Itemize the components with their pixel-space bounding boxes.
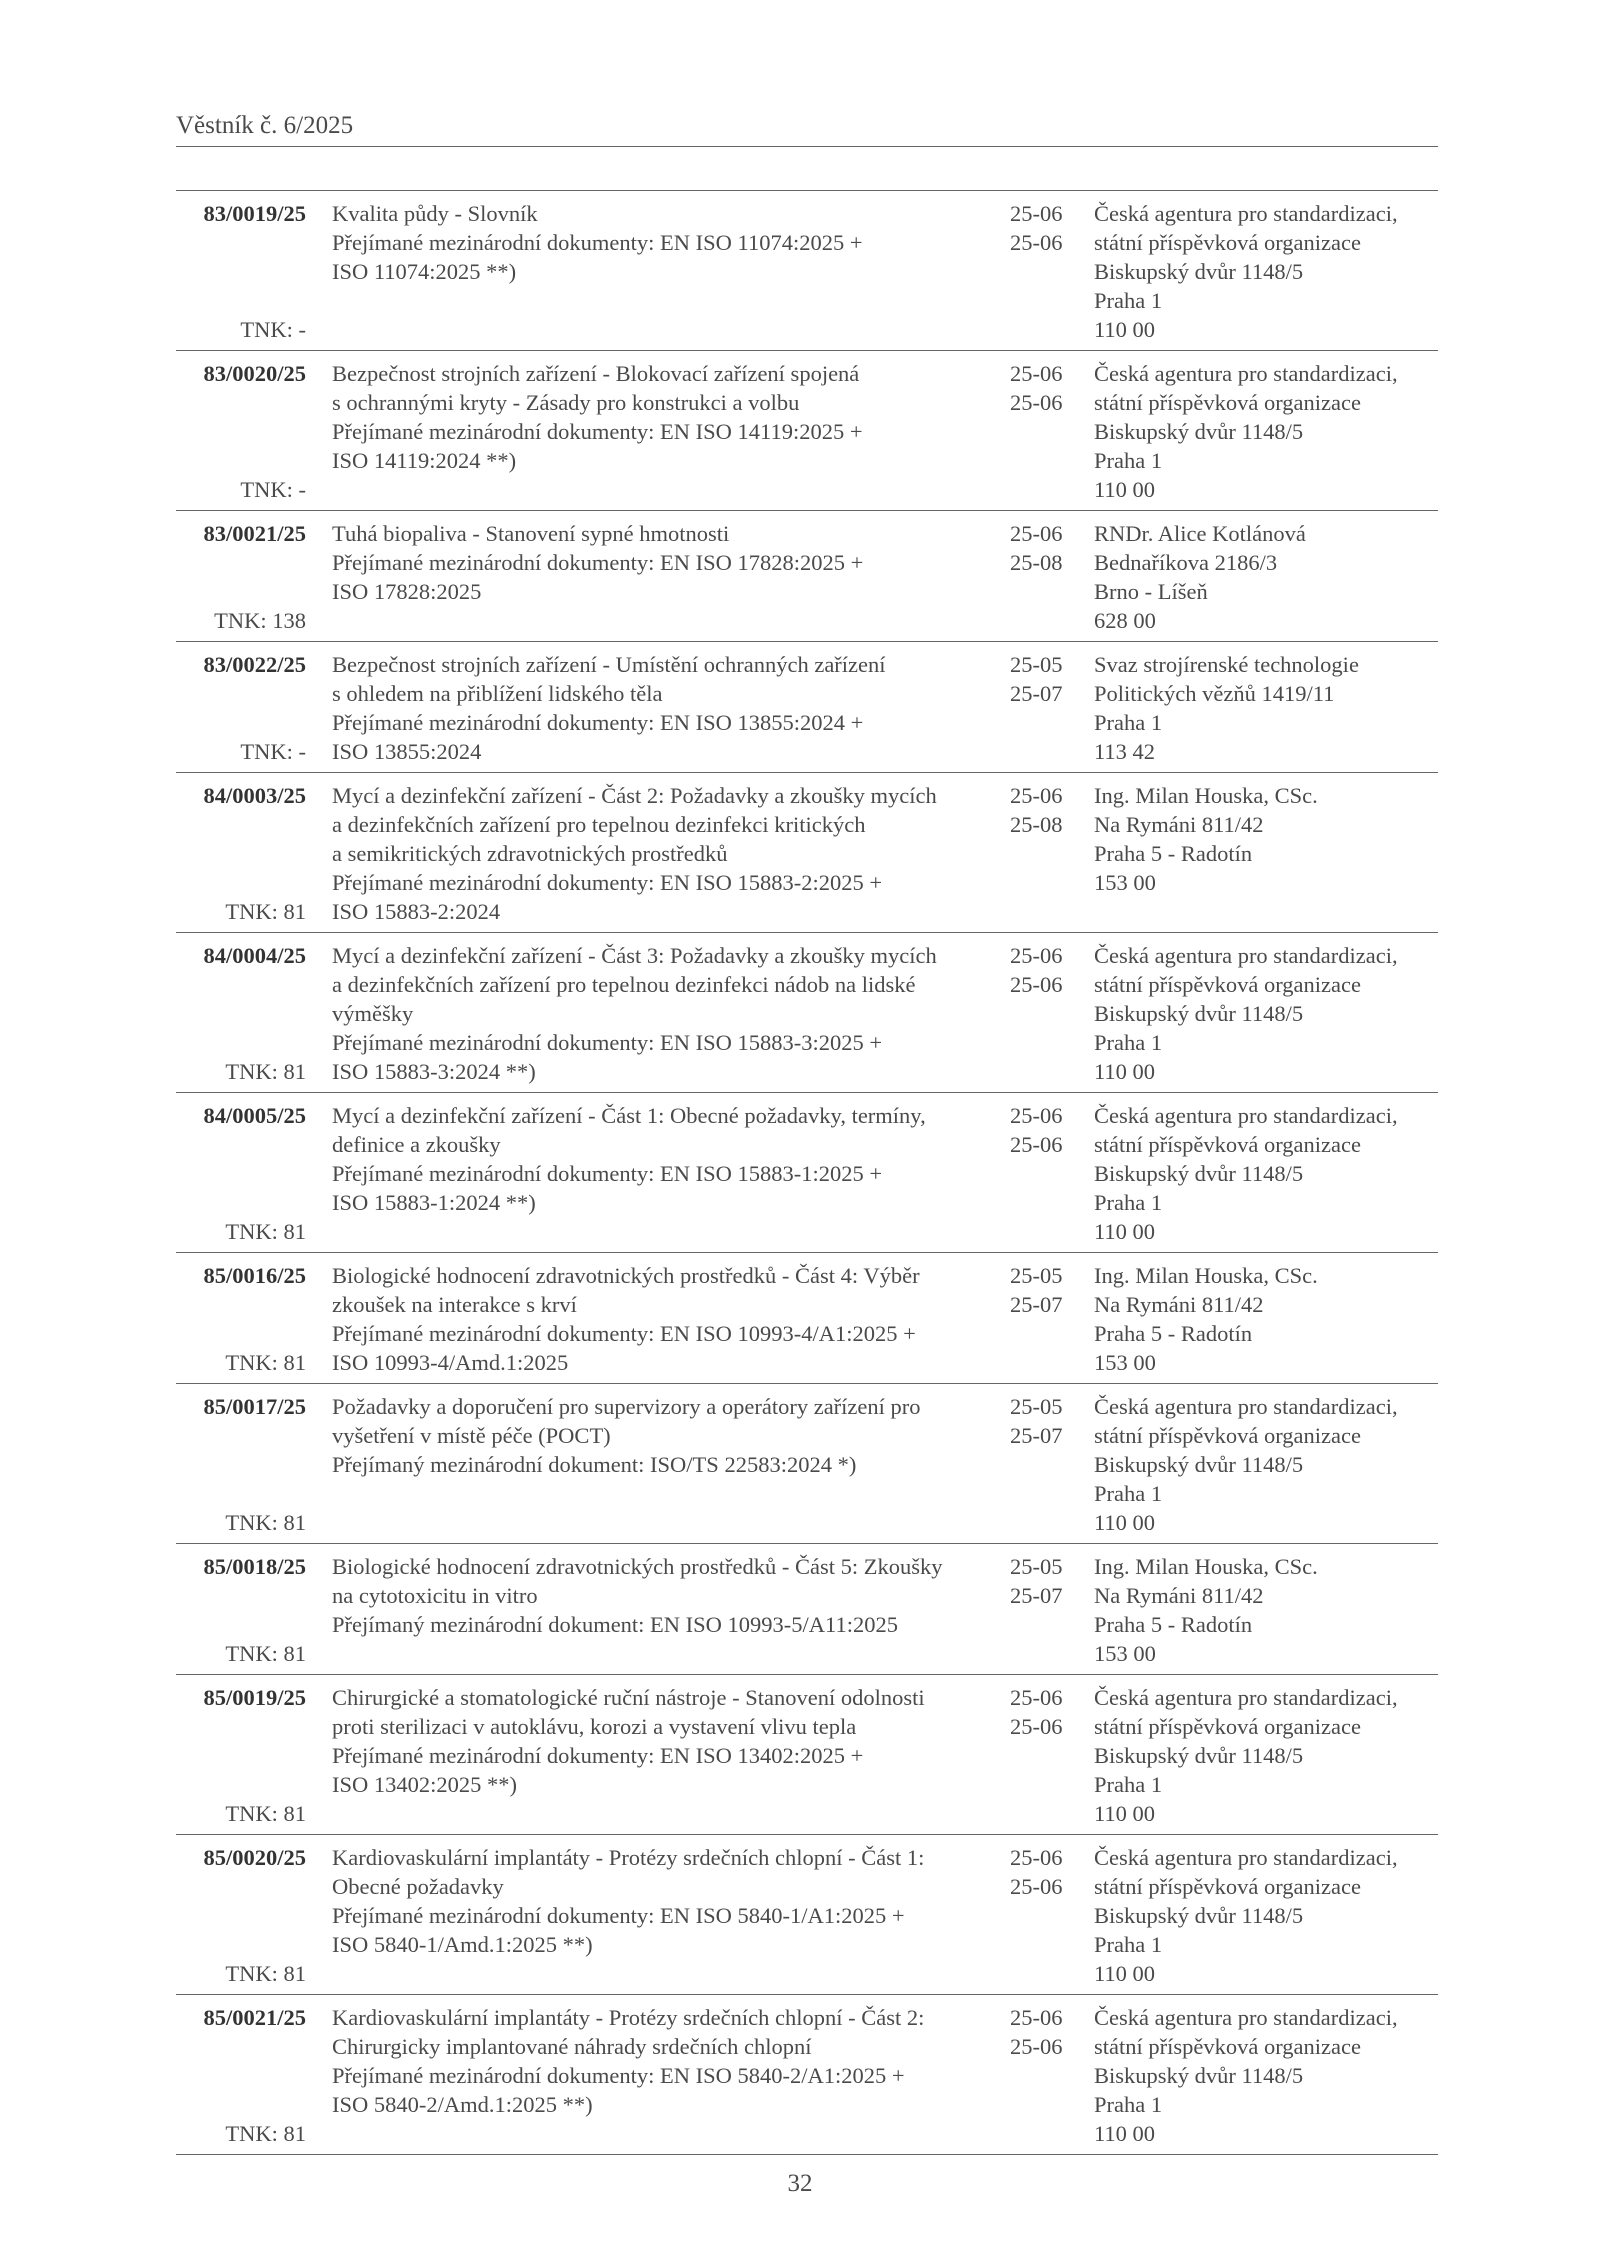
record-title-cell [332, 359, 1006, 504]
contact-line: Na Rymáni 811/42 [1094, 1583, 1264, 1608]
record-dates-cell [1010, 1683, 1070, 1828]
tnk-label: TNK: 81 [225, 1350, 306, 1375]
contact-line: Biskupský dvůr 1148/5 [1094, 419, 1304, 444]
record-id-cell [176, 199, 306, 344]
record-dates-cell [1010, 781, 1070, 926]
table-row [176, 1384, 1438, 1544]
tnk-label: TNK: 81 [225, 1801, 306, 1826]
date-value: 25-06 [1010, 1714, 1063, 1739]
contact-line: Česká agentura pro standardizaci, [1094, 201, 1398, 226]
tnk-label: TNK: 81 [225, 1219, 306, 1244]
record-contact-cell [1094, 1843, 1438, 1988]
date-value: 25-07 [1010, 1423, 1063, 1448]
table-row [176, 1544, 1438, 1675]
tnk-label: TNK: - [240, 317, 306, 342]
record-code: 83/0019/25 [203, 201, 306, 226]
record-title-cell [332, 941, 1006, 1086]
record-contact-cell [1094, 650, 1438, 766]
contact-line: Praha 1 [1094, 710, 1163, 735]
record-contact-cell [1094, 1683, 1438, 1828]
title-line: na cytotoxicitu in vitro [332, 1583, 538, 1608]
title-line: Mycí a dezinfekční zařízení - Část 1: Obecné požadavky, termíny, [332, 1103, 926, 1128]
journal-title: Věstník č. 6/2025 [176, 112, 354, 139]
record-dates-cell [1010, 519, 1070, 635]
contact-line: Praha 1 [1094, 1772, 1163, 1797]
contact-line: Praha 1 [1094, 1481, 1163, 1506]
record-code: 85/0018/25 [203, 1554, 306, 1579]
contact-line: Biskupský dvůr 1148/5 [1094, 1743, 1304, 1768]
title-line: s ohledem na přiblížení lidského těla [332, 681, 663, 706]
record-contact-cell [1094, 359, 1438, 504]
row-content [176, 2003, 1438, 2148]
record-id-cell [176, 1261, 306, 1377]
contact-line: Praha 5 - Radotín [1094, 841, 1253, 866]
contact-line: státní příspěvková organizace [1094, 230, 1361, 255]
record-code: 84/0003/25 [203, 783, 306, 808]
row-content [176, 519, 1438, 635]
record-code: 84/0004/25 [203, 943, 306, 968]
record-id-cell [176, 2003, 306, 2148]
record-dates-cell [1010, 1261, 1070, 1377]
date-value: 25-06 [1010, 201, 1063, 226]
record-title-cell [332, 1392, 1006, 1537]
contact-line: 110 00 [1094, 1510, 1156, 1535]
record-id-cell [176, 1843, 306, 1988]
title-line: Kvalita půdy - Slovník [332, 201, 538, 226]
title-line: Přejímané mezinárodní dokumenty: EN ISO 15883-3:2025 + [332, 1030, 883, 1055]
contact-line: 153 00 [1094, 1641, 1156, 1666]
title-line: Biologické hodnocení zdravotnických prostředků - Část 4: Výběr [332, 1263, 920, 1288]
standards-table [176, 190, 1438, 2155]
date-value: 25-07 [1010, 681, 1063, 706]
date-value: 25-07 [1010, 1583, 1063, 1608]
title-line: ISO 17828:2025 [332, 579, 482, 604]
table-row [176, 1093, 1438, 1253]
date-value: 25-08 [1010, 812, 1063, 837]
contact-line: Na Rymáni 811/42 [1094, 1292, 1264, 1317]
title-line: výměšky [332, 1001, 414, 1026]
record-dates-cell [1010, 1101, 1070, 1246]
record-code: 85/0020/25 [203, 1845, 306, 1870]
record-title-cell [332, 519, 1006, 635]
contact-line: Politických vězňů 1419/11 [1094, 681, 1335, 706]
tnk-label: TNK: - [240, 739, 306, 764]
contact-line: Praha 5 - Radotín [1094, 1612, 1253, 1637]
contact-line: 628 00 [1094, 608, 1156, 633]
table-row [176, 1675, 1438, 1835]
date-value: 25-06 [1010, 230, 1063, 255]
table-row [176, 191, 1438, 351]
tnk-label: TNK: 138 [214, 608, 306, 633]
tnk-label: TNK: 81 [225, 899, 306, 924]
date-value: 25-06 [1010, 1103, 1063, 1128]
record-id-cell [176, 1392, 306, 1537]
record-code: 85/0019/25 [203, 1685, 306, 1710]
contact-line: 110 00 [1094, 1059, 1156, 1084]
record-id-cell [176, 941, 306, 1086]
title-line: ISO 5840-2/Amd.1:2025 **) [332, 2092, 593, 2117]
contact-line: státní příspěvková organizace [1094, 1423, 1361, 1448]
title-line: Mycí a dezinfekční zařízení - Část 3: Požadavky a zkoušky mycích [332, 943, 937, 968]
contact-line: Biskupský dvůr 1148/5 [1094, 1903, 1304, 1928]
title-line: Přejímané mezinárodní dokumenty: EN ISO 13855:2024 + [332, 710, 864, 735]
record-contact-cell [1094, 941, 1438, 1086]
record-code: 83/0022/25 [203, 652, 306, 677]
row-content [176, 941, 1438, 1086]
contact-line: státní příspěvková organizace [1094, 1132, 1361, 1157]
table-row [176, 1995, 1438, 2155]
contact-line: Svaz strojírenské technologie [1094, 652, 1359, 677]
date-value: 25-08 [1010, 550, 1063, 575]
record-contact-cell [1094, 2003, 1438, 2148]
title-line: Požadavky a doporučení pro supervizory a operátory zařízení pro [332, 1394, 921, 1419]
contact-line: Brno - Líšeň [1094, 579, 1208, 604]
row-content [176, 650, 1438, 766]
date-value: 25-06 [1010, 783, 1063, 808]
title-line: Přejímané mezinárodní dokumenty: EN ISO 17828:2025 + [332, 550, 864, 575]
record-id-cell [176, 781, 306, 926]
contact-line: státní příspěvková organizace [1094, 2034, 1361, 2059]
record-contact-cell [1094, 1392, 1438, 1537]
date-value: 25-06 [1010, 2034, 1063, 2059]
row-content [176, 1261, 1438, 1377]
contact-line: Česká agentura pro standardizaci, [1094, 1685, 1398, 1710]
record-id-cell [176, 519, 306, 635]
contact-line: Česká agentura pro standardizaci, [1094, 1103, 1398, 1128]
record-code: 83/0021/25 [203, 521, 306, 546]
title-line: Chirurgicky implantované náhrady srdečních chlopní [332, 2034, 812, 2059]
date-value: 25-05 [1010, 1554, 1063, 1579]
title-line: ISO 15883-2:2024 [332, 899, 501, 924]
date-value: 25-06 [1010, 1685, 1063, 1710]
table-row [176, 511, 1438, 642]
record-title-cell [332, 1843, 1006, 1988]
record-dates-cell [1010, 359, 1070, 504]
record-title-cell [332, 1261, 1006, 1377]
contact-line: Česká agentura pro standardizaci, [1094, 2005, 1398, 2030]
contact-line: Praha 1 [1094, 1030, 1163, 1055]
title-line: ISO 5840-1/Amd.1:2025 **) [332, 1932, 593, 1957]
contact-line: 153 00 [1094, 870, 1156, 895]
date-value: 25-06 [1010, 2005, 1063, 2030]
record-dates-cell [1010, 1843, 1070, 1988]
date-value: 25-06 [1010, 361, 1063, 386]
record-id-cell [176, 650, 306, 766]
contact-line: Biskupský dvůr 1148/5 [1094, 1161, 1304, 1186]
record-contact-cell [1094, 199, 1438, 344]
contact-line: státní příspěvková organizace [1094, 972, 1361, 997]
date-value: 25-06 [1010, 972, 1063, 997]
table-row [176, 351, 1438, 511]
title-line: Chirurgické a stomatologické ruční nástroje - Stanovení odolnosti [332, 1685, 925, 1710]
contact-line: Ing. Milan Houska, CSc. [1094, 1554, 1318, 1579]
title-line: a semikritických zdravotnických prostředků [332, 841, 728, 866]
title-line: Obecné požadavky [332, 1874, 504, 1899]
contact-line: Biskupský dvůr 1148/5 [1094, 2063, 1304, 2088]
row-content [176, 1843, 1438, 1988]
title-line: s ochrannými kryty - Zásady pro konstrukci a volbu [332, 390, 800, 415]
date-value: 25-05 [1010, 1394, 1063, 1419]
row-content [176, 199, 1438, 344]
contact-line: Česká agentura pro standardizaci, [1094, 1845, 1398, 1870]
record-title-cell [332, 1101, 1006, 1246]
contact-line: 110 00 [1094, 1219, 1156, 1244]
tnk-label: TNK: - [240, 477, 306, 502]
tnk-label: TNK: 81 [225, 1510, 306, 1535]
page-number: 32 [787, 2170, 813, 2197]
contact-line: Česká agentura pro standardizaci, [1094, 943, 1398, 968]
row-content [176, 781, 1438, 926]
record-title-cell [332, 2003, 1006, 2148]
title-line: ISO 14119:2024 **) [332, 448, 517, 473]
title-line: Přejímané mezinárodní dokumenty: EN ISO 15883-1:2025 + [332, 1161, 883, 1186]
title-line: Tuhá biopaliva - Stanovení sypné hmotnosti [332, 521, 730, 546]
contact-line: Praha 1 [1094, 288, 1163, 313]
row-content [176, 1683, 1438, 1828]
record-title-cell [332, 1683, 1006, 1828]
title-line: Mycí a dezinfekční zařízení - Část 2: Požadavky a zkoušky mycích [332, 783, 937, 808]
title-line: Přejímaný mezinárodní dokument: ISO/TS 22583:2024 *) [332, 1452, 857, 1477]
record-contact-cell [1094, 1101, 1438, 1246]
contact-line: státní příspěvková organizace [1094, 390, 1361, 415]
title-line: zkoušek na interakce s krví [332, 1292, 577, 1317]
contact-line: státní příspěvková organizace [1094, 1714, 1361, 1739]
title-line: Bezpečnost strojních zařízení - Umístění ochranných zařízení [332, 652, 886, 677]
contact-line: Biskupský dvůr 1148/5 [1094, 1001, 1304, 1026]
title-line: proti sterilizaci v autoklávu, korozi a vystavení vlivu tepla [332, 1714, 857, 1739]
record-contact-cell [1094, 1261, 1438, 1377]
tnk-label: TNK: 81 [225, 2121, 306, 2146]
row-content [176, 1392, 1438, 1537]
contact-line: Ing. Milan Houska, CSc. [1094, 1263, 1318, 1288]
tnk-label: TNK: 81 [225, 1059, 306, 1084]
record-code: 84/0005/25 [203, 1103, 306, 1128]
record-contact-cell [1094, 781, 1438, 926]
date-value: 25-06 [1010, 1845, 1063, 1870]
table-row [176, 773, 1438, 933]
title-line: Kardiovaskulární implantáty - Protézy srdečních chlopní - Část 1: [332, 1845, 925, 1870]
record-dates-cell [1010, 199, 1070, 344]
contact-line: Praha 1 [1094, 448, 1163, 473]
record-dates-cell [1010, 941, 1070, 1086]
title-line: vyšetření v místě péče (POCT) [332, 1423, 611, 1448]
contact-line: Biskupský dvůr 1148/5 [1094, 259, 1304, 284]
record-contact-cell [1094, 519, 1438, 635]
contact-line: Bednaříkova 2186/3 [1094, 550, 1278, 575]
table-row [176, 933, 1438, 1093]
table-row [176, 642, 1438, 773]
contact-line: Ing. Milan Houska, CSc. [1094, 783, 1318, 808]
title-line: Bezpečnost strojních zařízení - Blokovací zařízení spojená [332, 361, 860, 386]
contact-line: RNDr. Alice Kotlánová [1094, 521, 1306, 546]
contact-line: státní příspěvková organizace [1094, 1874, 1361, 1899]
record-id-cell [176, 359, 306, 504]
date-value: 25-06 [1010, 1132, 1063, 1157]
record-id-cell [176, 1101, 306, 1246]
contact-line: Biskupský dvůr 1148/5 [1094, 1452, 1304, 1477]
date-value: 25-06 [1010, 943, 1063, 968]
contact-line: Praha 5 - Radotín [1094, 1321, 1253, 1346]
record-dates-cell [1010, 2003, 1070, 2148]
record-id-cell [176, 1552, 306, 1668]
title-line: Přejímané mezinárodní dokumenty: EN ISO 5840-1/A1:2025 + [332, 1903, 905, 1928]
title-line: ISO 13402:2025 **) [332, 1772, 517, 1797]
contact-line: Praha 1 [1094, 1190, 1163, 1215]
record-id-cell [176, 1683, 306, 1828]
title-line: Přejímané mezinárodní dokumenty: EN ISO 11074:2025 + [332, 230, 863, 255]
row-content [176, 359, 1438, 504]
record-code: 83/0020/25 [203, 361, 306, 386]
contact-line: 113 42 [1094, 739, 1156, 764]
record-title-cell [332, 650, 1006, 766]
title-line: definice a zkoušky [332, 1132, 501, 1157]
title-line: Přejímané mezinárodní dokumenty: EN ISO 13402:2025 + [332, 1743, 864, 1768]
contact-line: 110 00 [1094, 477, 1156, 502]
record-title-cell [332, 781, 1006, 926]
contact-line: 110 00 [1094, 1961, 1156, 1986]
date-value: 25-05 [1010, 652, 1063, 677]
page-header [176, 112, 1438, 147]
record-code: 85/0016/25 [203, 1263, 306, 1288]
date-value: 25-05 [1010, 1263, 1063, 1288]
contact-line: 110 00 [1094, 2121, 1156, 2146]
title-line: Biologické hodnocení zdravotnických prostředků - Část 5: Zkoušky [332, 1554, 943, 1579]
contact-line: Praha 1 [1094, 2092, 1163, 2117]
record-title-cell [332, 1552, 1006, 1668]
table-row [176, 1253, 1438, 1384]
record-contact-cell [1094, 1552, 1438, 1668]
row-content [176, 1552, 1438, 1668]
title-line: ISO 11074:2025 **) [332, 259, 517, 284]
tnk-label: TNK: 81 [225, 1641, 306, 1666]
date-value: 25-06 [1010, 1874, 1063, 1899]
contact-line: Praha 1 [1094, 1932, 1163, 1957]
contact-line: Česká agentura pro standardizaci, [1094, 1394, 1398, 1419]
record-dates-cell [1010, 1392, 1070, 1537]
date-value: 25-07 [1010, 1292, 1063, 1317]
title-line: Přejímaný mezinárodní dokument: EN ISO 10993-5/A11:2025 [332, 1612, 898, 1637]
contact-line: Česká agentura pro standardizaci, [1094, 361, 1398, 386]
title-line: Přejímané mezinárodní dokumenty: EN ISO 15883-2:2025 + [332, 870, 883, 895]
title-line: Přejímané mezinárodní dokumenty: EN ISO 14119:2025 + [332, 419, 863, 444]
record-code: 85/0017/25 [203, 1394, 306, 1419]
title-line: Kardiovaskulární implantáty - Protézy srdečních chlopní - Část 2: [332, 2005, 925, 2030]
contact-line: 110 00 [1094, 317, 1156, 342]
record-dates-cell [1010, 1552, 1070, 1668]
title-line: a dezinfekčních zařízení pro tepelnou dezinfekci kritických [332, 812, 866, 837]
title-line: ISO 15883-3:2024 **) [332, 1059, 536, 1084]
contact-line: 110 00 [1094, 1801, 1156, 1826]
record-code: 85/0021/25 [203, 2005, 306, 2030]
table-row [176, 1835, 1438, 1995]
record-dates-cell [1010, 650, 1070, 766]
contact-line: 153 00 [1094, 1350, 1156, 1375]
tnk-label: TNK: 81 [225, 1961, 306, 1986]
title-line: Přejímané mezinárodní dokumenty: EN ISO 10993-4/A1:2025 + [332, 1321, 916, 1346]
record-title-cell [332, 199, 1006, 344]
title-line: Přejímané mezinárodní dokumenty: EN ISO 5840-2/A1:2025 + [332, 2063, 905, 2088]
date-value: 25-06 [1010, 521, 1063, 546]
contact-line: Na Rymáni 811/42 [1094, 812, 1264, 837]
title-line: ISO 10993-4/Amd.1:2025 [332, 1350, 569, 1375]
title-line: ISO 13855:2024 [332, 739, 482, 764]
title-line: ISO 15883-1:2024 **) [332, 1190, 536, 1215]
row-content [176, 1101, 1438, 1246]
title-line: a dezinfekčních zařízení pro tepelnou dezinfekci nádob na lidské [332, 972, 916, 997]
date-value: 25-06 [1010, 390, 1063, 415]
